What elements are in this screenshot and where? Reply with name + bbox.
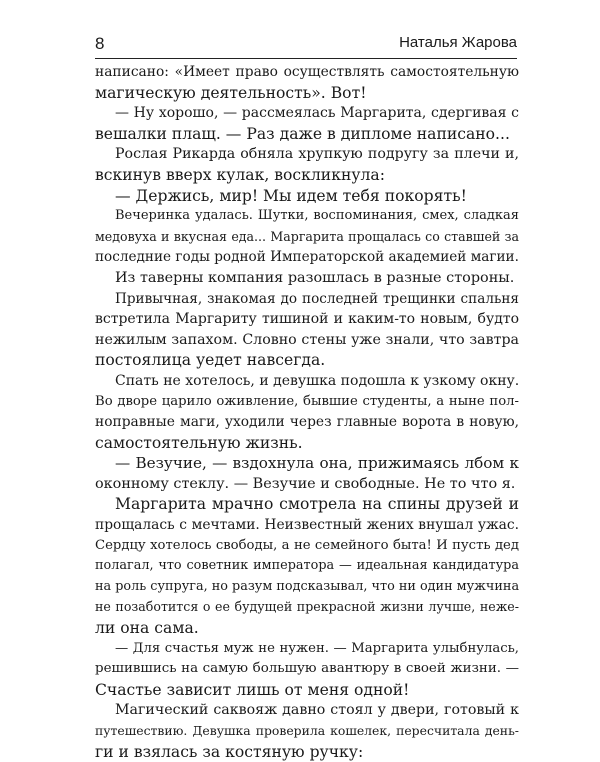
page-header bbox=[95, 30, 517, 59]
text-line: Привычная, знакомая до последней трещинки спальня bbox=[115, 290, 519, 307]
text-line: Маргарита мрачно смотрела на спины друзей и bbox=[115, 495, 519, 514]
text-line: медовуха и вкусная еда... Маргарита прощалась со ставшей за bbox=[95, 228, 519, 244]
text-line: Из таверны компания разошлась в разные стороны. bbox=[115, 269, 515, 286]
text-line: Спать не хотелось, и девушка подошла к узкому окну. bbox=[115, 372, 519, 389]
text-line: самостоятельную жизнь. bbox=[95, 433, 303, 452]
text-line: ли она сама. bbox=[95, 619, 199, 638]
text-line: Магический саквояж давно стоял у двери, готовый к bbox=[115, 702, 519, 719]
text-line: Рослая Рикарда обняла хрупкую подругу за плечи и, bbox=[115, 146, 519, 163]
text-line: последние годы родной Императорской академией магии. bbox=[95, 249, 519, 266]
text-line: Счастье зависит лишь от меня одной! bbox=[95, 680, 410, 699]
text-line: написано: «Имеет право осуществлять самостоятельную bbox=[95, 64, 519, 80]
text-line: магическую деятельность». Вот! bbox=[95, 83, 367, 102]
text-line: ги и взялась за костяную ручку: bbox=[95, 742, 364, 761]
text-line: нежилым запахом. Словно стены уже знали, что завтра bbox=[95, 331, 519, 348]
text-line: полагал, что советник императора — идеальная кандидатура bbox=[95, 558, 519, 574]
text-line: — Ну хорошо, — рассмеялась Маргарита, сдергивая с bbox=[115, 105, 519, 122]
running-head-author: Наталья Жарова bbox=[399, 34, 517, 51]
text-line: Вечеринка удалась. Шутки, воспоминания, смех, сладкая bbox=[115, 208, 519, 224]
text-line: вешалки плащ. — Раз даже в дипломе написано... bbox=[95, 124, 510, 143]
body-text bbox=[95, 62, 519, 762]
text-line: вскинув вверх кулак, воскликнула: bbox=[95, 165, 385, 184]
text-line: — Держись, мир! Мы идем тебя покорять! bbox=[115, 186, 467, 205]
text-line: Сердцу хотелось свободы, а не семейного быта! И пусть дед bbox=[95, 537, 519, 553]
text-line: встретила Маргариту тишиной и каким-то новым, будто bbox=[95, 311, 519, 328]
text-line: на роль супруга, но разум подсказывал, что ни один мужчина bbox=[95, 578, 519, 594]
text-line: путешествию. Девушка проверила кошелек, пересчитала день- bbox=[95, 723, 519, 738]
text-line: ноправные маги, уходили через главные ворота в новую, bbox=[95, 414, 519, 431]
text-line: оконному стеклу. — Везучие и свободные. Не то что я. bbox=[95, 475, 516, 492]
text-line: — Везучие, — вздохнула она, прижимаясь лбом к bbox=[115, 454, 519, 473]
text-line: — Для счастья муж не нужен. — Маргарита улыбнулась, bbox=[115, 640, 519, 656]
text-line: решившись на самую большую авантюру в своей жизни. — bbox=[95, 661, 519, 677]
text-line: постоялица уедет навсегда. bbox=[95, 351, 326, 370]
text-line: не позаботится о ее будущей прекрасной жизни лучше, нежe- bbox=[95, 599, 519, 615]
page-number: 8 bbox=[95, 34, 105, 53]
text-line: прощалась с мечтами. Неизвестный жених внушал ужас. bbox=[95, 517, 519, 534]
text-line: Во дворе царило оживление, бывшие студенты, а ныне пол- bbox=[95, 393, 519, 409]
